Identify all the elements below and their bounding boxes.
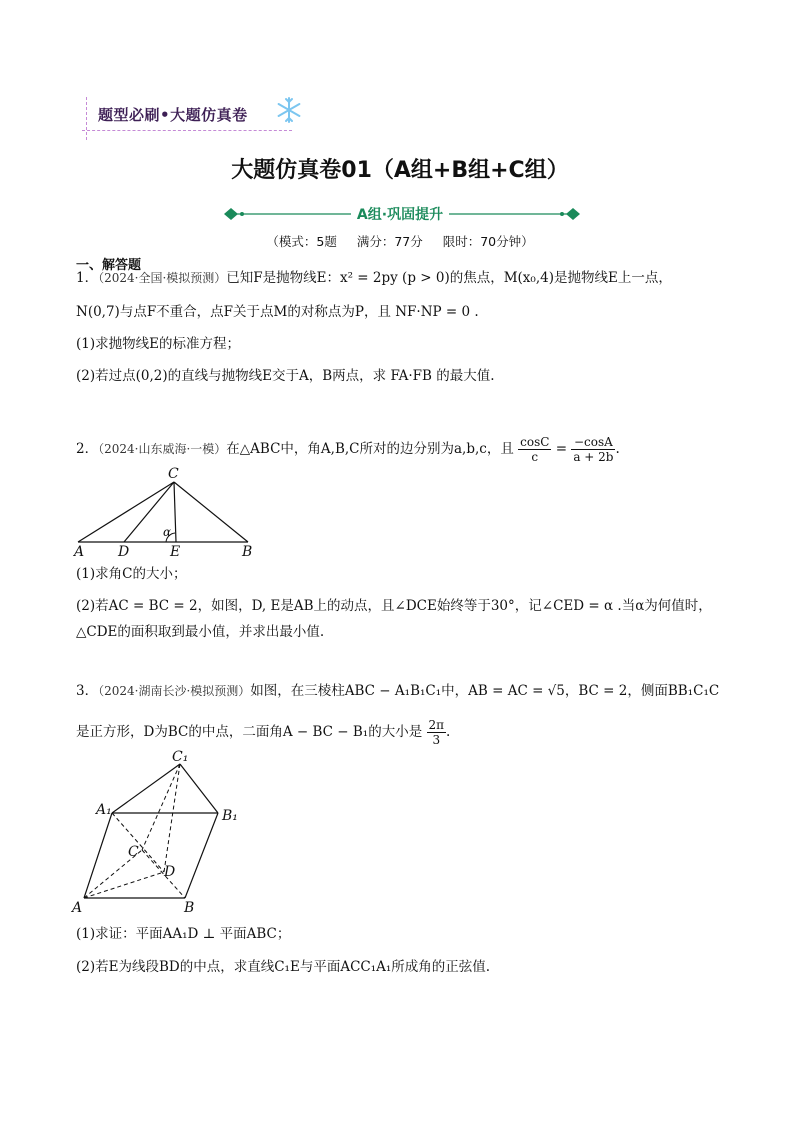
q2-sub2b: △CDE的面积取到最小值，并求出最小值. [76,624,325,640]
fig3-label-B: B [184,900,195,916]
fig3-label-A: A [72,900,83,916]
q2-line1: 2．（2024·山东威海·一模）在△ABC中，角A,B,C所对的边分别为a,b,c，且 $\frac{\cos C}{c}$ = $\frac{-\cos A}{a + 2b}$ . [76,435,620,464]
header-divider-vertical [86,97,87,140]
q3-sub2: (2)若E为线段BD的中点，求直线C₁E与平面ACC₁A₁所成角的正弦值. [76,959,491,975]
page-title: 大题仿真卷01（A组+B组+C组） [231,158,569,183]
fig2-label-alpha: α [163,525,172,539]
q2-frac-left: $\frac{\cos C}{c}$ [520,435,550,464]
q2-sub1: (1)求角C的大小； [76,566,187,582]
fig2-label-D: D [118,544,130,560]
section-label: A组·巩固提升 [0,204,800,224]
q1-line1: 1．（2024·全国·模拟预测）已知F是抛物线E：x² = 2py (p > 0)的焦点，M(x₀,4)是抛物线E上一点， [76,270,672,286]
q2-frac-right: $\frac{-\cos A}{a + 2b}$ [573,435,614,464]
exam-info [0,232,800,250]
fig2-label-A: A [74,544,85,560]
triangle-figure [70,462,270,560]
fig3-label-C1: C₁ [172,750,189,765]
snowflake-icon [275,96,303,124]
fig3-label-A1: A₁ [96,802,112,818]
q3-frac: $\frac{2\pi}{3}$ [428,718,445,747]
fig2-label-E: E [170,544,181,560]
header-tag: 题型必刷•大题仿真卷 [98,106,248,124]
q1-sub2: (2)若过点(0,2)的直线与抛物线E交于A，B两点，求 FA·FB 的最大值. [76,368,495,384]
fig3-label-B1: B₁ [222,808,238,824]
fig2-label-B: B [242,544,253,560]
fig3-label-C: C [128,844,139,860]
q3-line1: 3．（2024·湖南长沙·模拟预测）如图，在三棱柱ABC − A₁B₁C₁中，AB = AC = √5，BC = 2，侧面BB₁C₁C [76,683,720,699]
prism-figure [70,750,250,920]
q1-line2: N(0,7)与点F不重合，点F关于点M的对称点为P，且 NF·NP = 0 . [76,304,479,320]
exam-score: 满分：77分 [356,234,423,249]
q3-sub1: (1)求证：平面AA₁D ⊥ 平面ABC； [76,926,291,942]
q3-line2: 是正方形，D为BC的中点，二面角A − BC − B₁的大小是 $\frac{2\pi}{3}$ . [76,718,451,747]
exam-time: 限时：70分钟） [442,234,534,249]
header-divider [82,130,292,131]
q2-sub2: (2)若AC = BC = 2，如图，D, E是AB上的动点，且∠DCE始终等于30°，记∠CED = α .当α为何值时， [76,598,712,614]
fig3-label-D: D [164,864,176,880]
q1-sub1: (1)求抛物线E的标准方程； [76,336,240,352]
part-heading: 一、解答题 [76,258,142,273]
exam-mode: （模式：5题 [266,234,337,249]
fig2-label-C: C [168,466,179,482]
